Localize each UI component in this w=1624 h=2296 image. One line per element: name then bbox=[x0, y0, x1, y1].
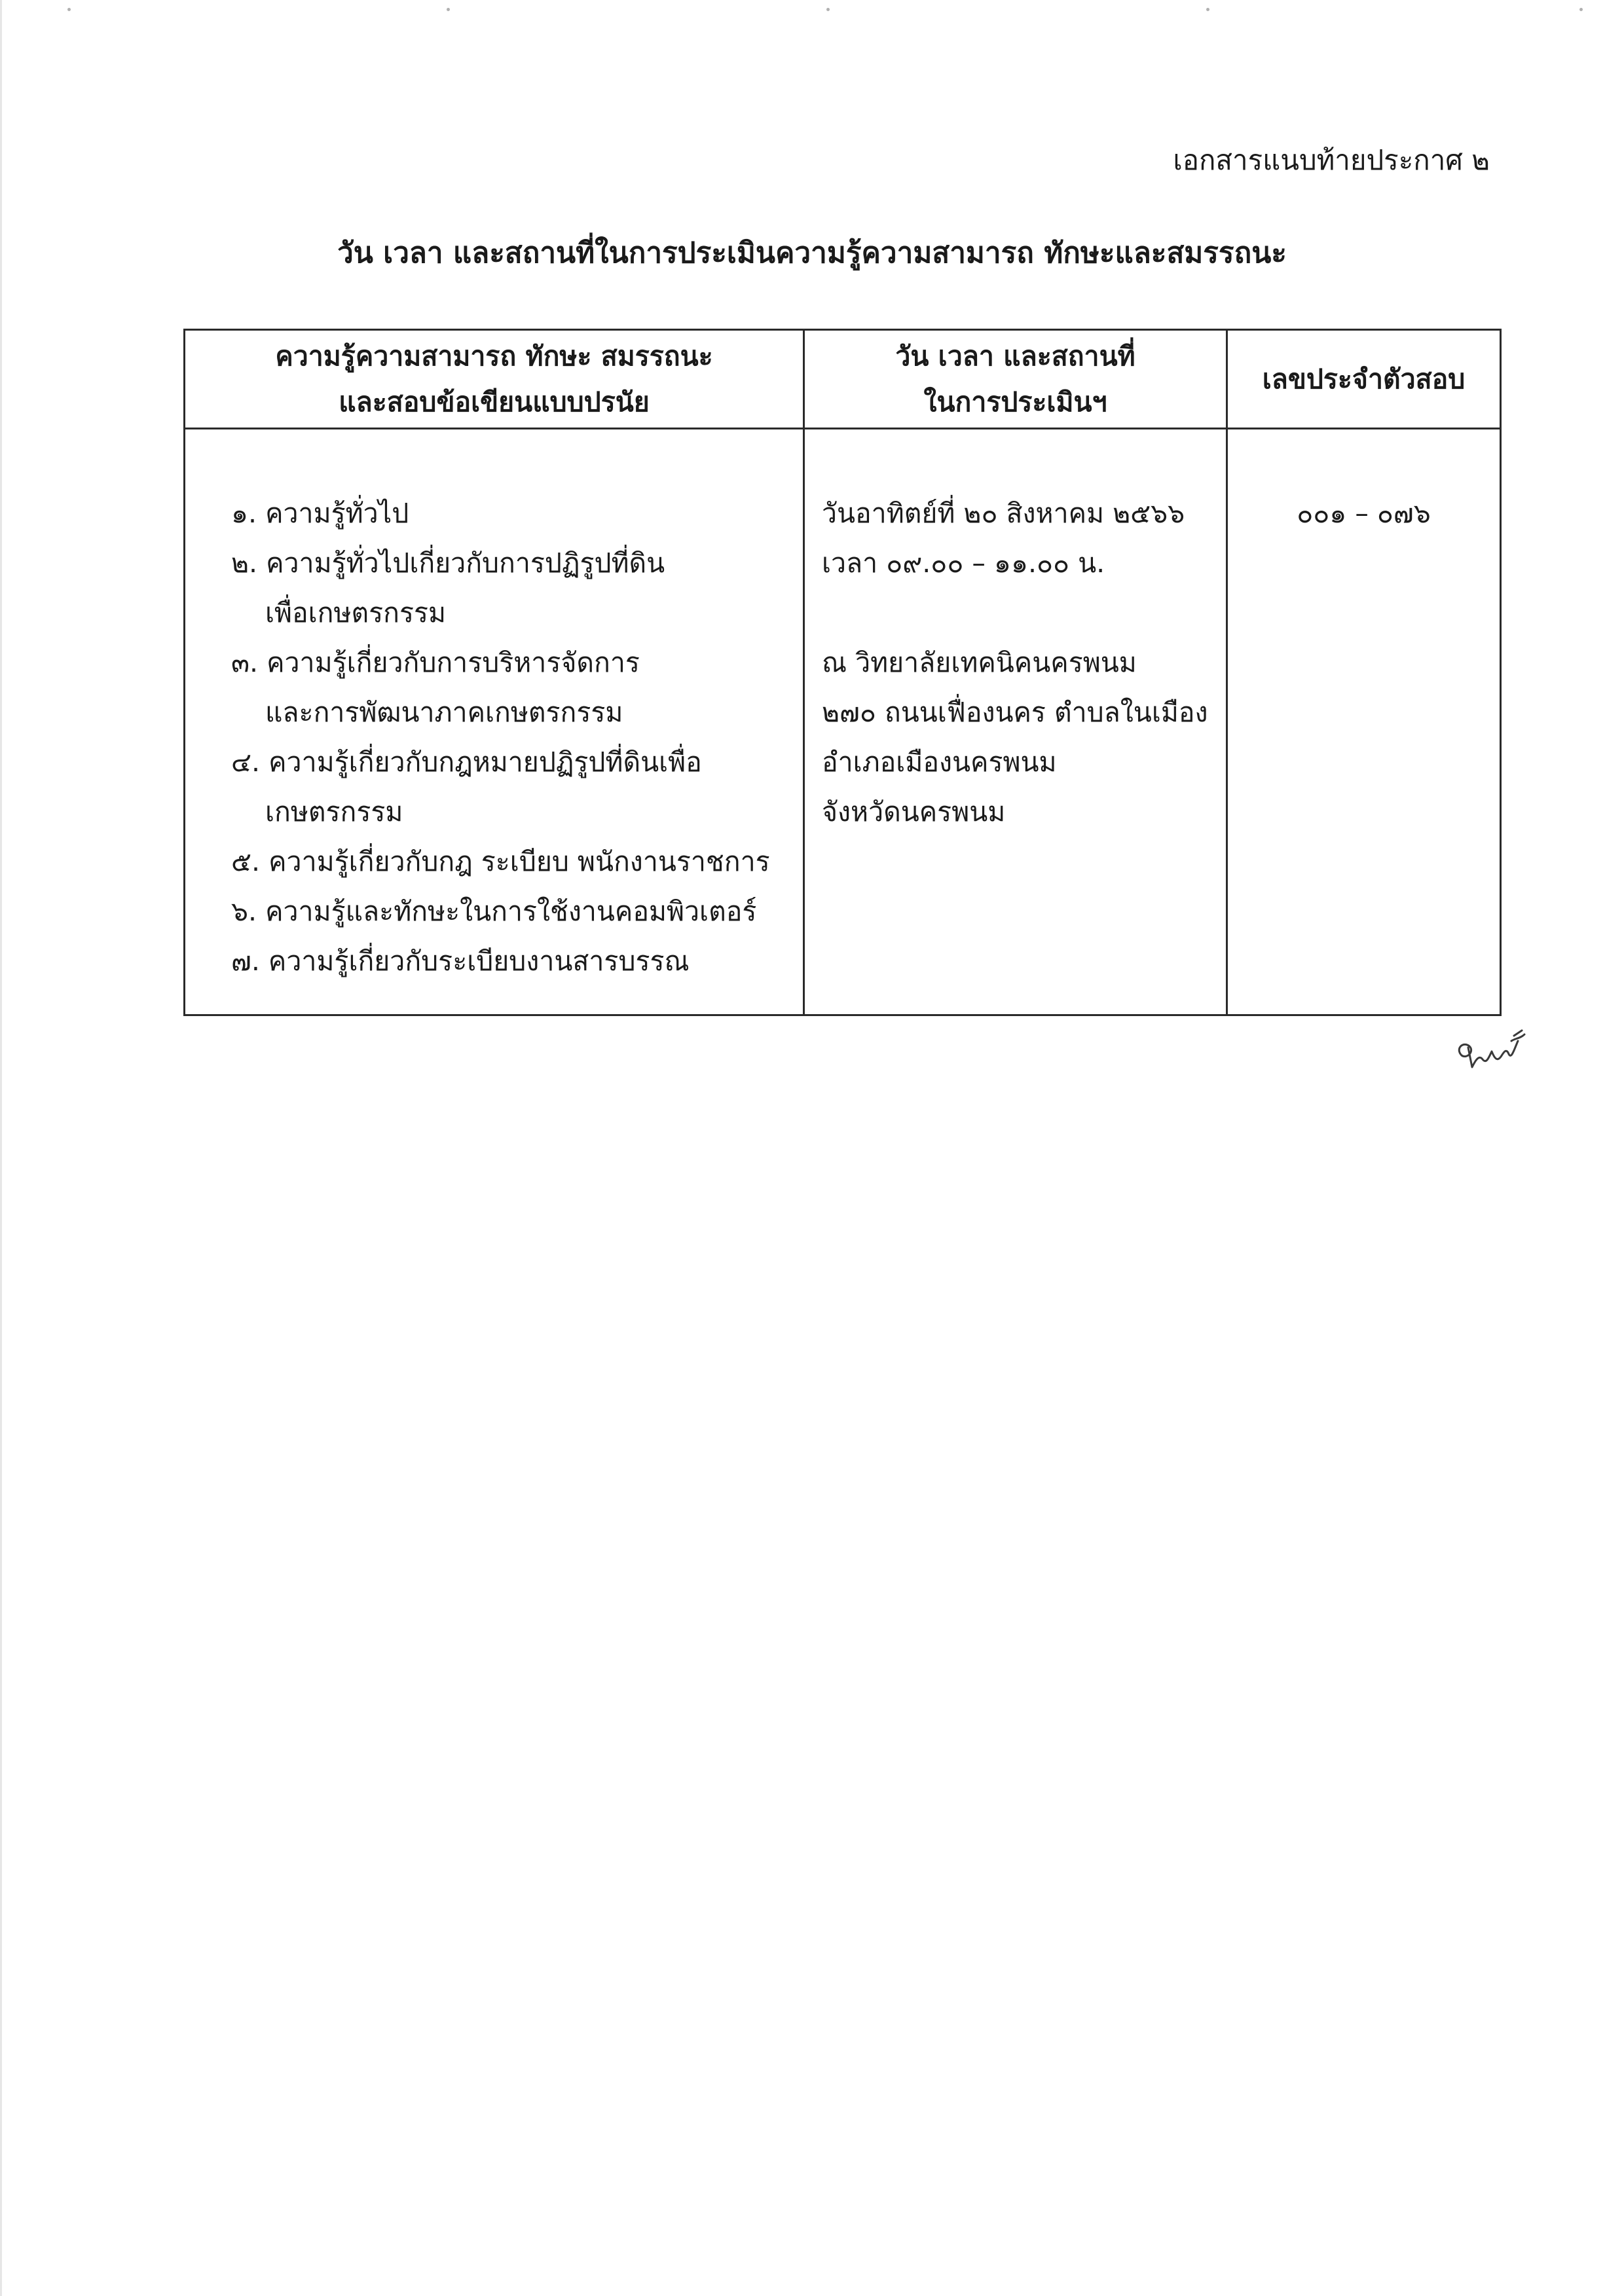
venue-line: อำเภอเมืองนครพนม bbox=[822, 746, 1057, 778]
scan-edge bbox=[0, 0, 2, 2296]
exam-id-cell bbox=[1227, 429, 1501, 1015]
table-header-row bbox=[185, 330, 1501, 429]
venue-line: ๒๗๐ ถนนเฟื่องนคร ตำบลในเมือง bbox=[822, 697, 1208, 728]
subject-item-6: ๖. ความรู้และทักษะในการใช้งานคอมพิวเตอร์ bbox=[231, 896, 757, 927]
subject-item-2: ๒. ความรู้ทั่วไปเกี่ยวกับการปฏิรูปที่ดิน bbox=[231, 547, 665, 579]
table-row bbox=[185, 429, 1501, 1015]
subject-item-3: ๓. ความรู้เกี่ยวกับการบริหารจัดการ bbox=[231, 647, 640, 678]
venue-line: ณ วิทยาลัยเทคนิคนครพนม bbox=[822, 647, 1137, 678]
signature-stroke bbox=[1459, 1030, 1524, 1067]
header-line: เลขประจำตัวสอบ bbox=[1262, 363, 1466, 395]
venue-line: จังหวัดนครพนม bbox=[822, 796, 1006, 828]
exam-id-range: ๐๐๑ – ๐๗๖ bbox=[1297, 498, 1431, 529]
signature-initials bbox=[1449, 1021, 1534, 1074]
scan-dot bbox=[1579, 8, 1583, 11]
scan-dot bbox=[447, 8, 450, 11]
exam-schedule-table bbox=[183, 329, 1502, 1016]
header-line: ความรู้ความสามารถ ทักษะ สมรรถนะ bbox=[275, 340, 713, 372]
page-title: วัน เวลา และสถานที่ในการประเมินความรู้ความสามารถ ทักษะและสมรรถนะ bbox=[337, 236, 1287, 270]
subject-item-5: ๕. ความรู้เกี่ยวกับกฎ ระเบียบ พนักงานราชการ bbox=[231, 846, 770, 877]
exam-date: วันอาทิตย์ที่ ๒๐ สิงหาคม ๒๕๖๖ bbox=[822, 498, 1185, 529]
subject-item-1: ๑. ความรู้ทั่วไป bbox=[231, 498, 409, 529]
subject-item-3-cont: และการพัฒนาภาคเกษตรกรรม bbox=[265, 697, 623, 728]
exam-time: เวลา ๐๙.๐๐ – ๑๑.๐๐ น. bbox=[822, 547, 1105, 579]
scan-dot bbox=[826, 8, 830, 11]
column-header-exam-id bbox=[1227, 330, 1501, 429]
header-line: วัน เวลา และสถานที่ bbox=[895, 340, 1135, 372]
schedule-cell bbox=[804, 429, 1227, 1015]
header-line: และสอบข้อเขียนแบบปรนัย bbox=[339, 386, 650, 418]
subjects-cell bbox=[185, 429, 804, 1015]
subject-item-4: ๔. ความรู้เกี่ยวกับกฎหมายปฏิรูปที่ดินเพื่อ bbox=[231, 746, 702, 778]
subject-item-2-cont: เพื่อเกษตรกรรม bbox=[265, 597, 447, 629]
column-header-subjects bbox=[185, 330, 804, 429]
spacer bbox=[822, 588, 1219, 638]
scan-dot bbox=[67, 8, 71, 11]
header-line: ในการประเมินฯ bbox=[923, 386, 1107, 418]
subject-item-7: ๗. ความรู้เกี่ยวกับระเบียบงานสารบรรณ bbox=[231, 945, 690, 977]
subject-item-4-cont: เกษตรกรรม bbox=[265, 796, 403, 828]
document-reference: เอกสารแนบท้ายประกาศ ๒ bbox=[1173, 144, 1490, 176]
scan-dot bbox=[1206, 8, 1209, 11]
column-header-schedule bbox=[804, 330, 1227, 429]
